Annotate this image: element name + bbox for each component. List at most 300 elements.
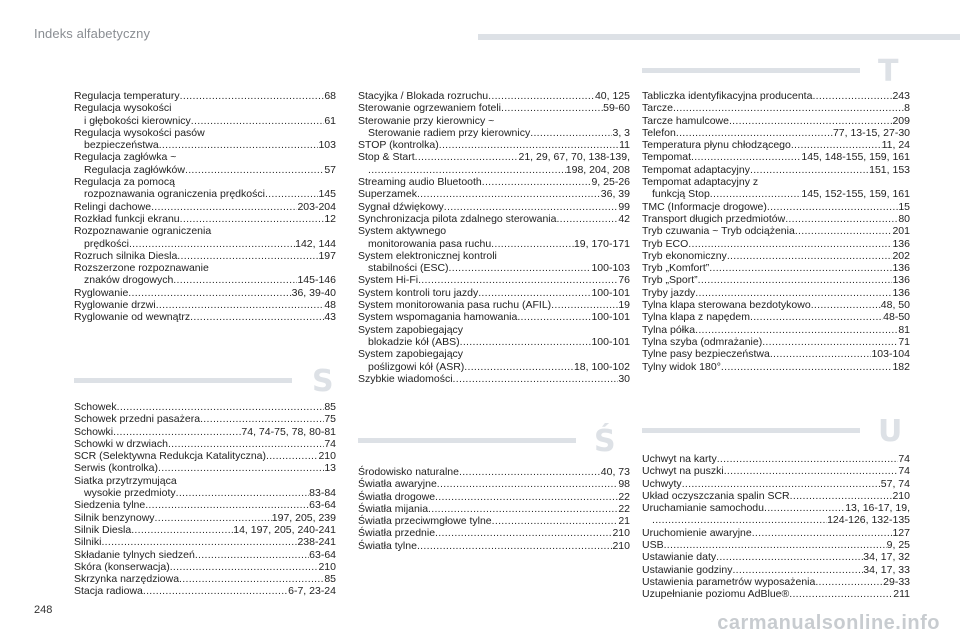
leader-dots xyxy=(478,287,591,299)
index-entry-line xyxy=(642,361,910,373)
index-entry xyxy=(358,466,630,478)
index-entry-line xyxy=(642,502,910,514)
leader-dots xyxy=(488,90,595,102)
page-reference: 182 xyxy=(892,360,910,373)
page-reference: 8 xyxy=(904,102,910,115)
page-reference: 145-146 xyxy=(297,274,336,287)
leader-dots xyxy=(190,311,324,323)
index-entry xyxy=(642,102,910,114)
leader-dots xyxy=(762,336,898,348)
index-entry-heading: System elektronicznej kontroli xyxy=(358,249,497,262)
leader-dots xyxy=(551,299,618,311)
page-reference: 211 xyxy=(893,588,910,601)
leader-dots xyxy=(417,540,613,552)
leader-dots xyxy=(530,127,612,139)
leader-dots xyxy=(795,225,893,237)
page-reference: 48-50 xyxy=(883,311,910,324)
index-entry xyxy=(642,274,910,286)
index-entry xyxy=(642,287,910,299)
index-entry-line xyxy=(642,115,910,127)
index-term: Światła mijania xyxy=(358,502,429,515)
index-entry-line xyxy=(74,213,336,225)
index-term: Tryb czuwania ~ Tryb odciążenia xyxy=(642,225,795,238)
index-term: funkcją Stop xyxy=(652,188,710,201)
index-entry xyxy=(358,299,630,311)
index-entry xyxy=(642,115,910,127)
index-entry xyxy=(642,336,910,348)
index-entry xyxy=(74,524,336,536)
leader-dots xyxy=(491,238,574,250)
index-entry xyxy=(642,213,910,225)
index-entry-line xyxy=(642,588,910,600)
leader-dots xyxy=(673,102,904,114)
index-term: System kontroli toru jazdy xyxy=(358,286,479,299)
leader-dots xyxy=(652,514,827,526)
leader-dots xyxy=(729,115,893,127)
index-term: Stacyjka / Blokada rozruchu xyxy=(358,90,489,102)
index-entry-line xyxy=(642,151,910,163)
index-term: Światła tylne xyxy=(358,539,417,552)
index-term: Silnik benzynowy xyxy=(74,511,155,524)
index-term: Uchwyty xyxy=(642,477,682,490)
leader-dots xyxy=(790,490,893,502)
page-reference: 198, 204, 208 xyxy=(565,163,630,176)
index-entry-line xyxy=(74,573,336,585)
index-term: monitorowania pasa ruchu xyxy=(368,237,492,250)
leader-dots xyxy=(415,151,519,163)
header-bar xyxy=(478,34,960,40)
index-entry xyxy=(642,262,910,274)
page-reference: 103 xyxy=(318,139,336,152)
page-reference: 201 xyxy=(892,225,910,238)
leader-dots xyxy=(492,515,619,527)
index-entry-line xyxy=(642,348,910,360)
page-reference: 13, 16-17, 19, xyxy=(845,502,910,515)
index-entry-line xyxy=(358,287,630,299)
index-entry-line xyxy=(642,188,910,200)
index-term: Skóra (konserwacja) xyxy=(74,560,170,573)
index-entry-line xyxy=(642,311,910,323)
leader-dots xyxy=(724,465,899,477)
index-entry xyxy=(358,250,630,275)
index-term: Tryby jazdy xyxy=(642,286,696,299)
index-entry xyxy=(74,201,336,213)
page-reference: 40, 73 xyxy=(600,466,630,478)
leader-dots xyxy=(176,487,310,499)
index-entry xyxy=(642,127,910,139)
leader-dots xyxy=(815,576,883,588)
page-reference: 42 xyxy=(618,212,630,225)
index-entry-line xyxy=(358,491,630,503)
page-reference: 136 xyxy=(892,237,910,250)
leader-dots xyxy=(145,499,309,511)
index-term: System monitorowania pasa ruchu (AFIL) xyxy=(358,299,552,312)
page-reference: 34, 17, 33 xyxy=(863,563,910,576)
index-entry xyxy=(642,348,910,360)
index-term: Regulacja zagłówków xyxy=(84,163,185,176)
index-entry-line xyxy=(358,201,630,213)
index-entry-line xyxy=(74,238,336,250)
index-entry-line xyxy=(642,336,910,348)
index-entry xyxy=(642,490,910,502)
leader-dots xyxy=(732,564,863,576)
leader-dots xyxy=(179,573,324,585)
index-term: Silnik Diesla xyxy=(74,523,132,536)
index-entry xyxy=(642,164,910,176)
index-entry xyxy=(642,324,910,336)
section-header-t xyxy=(642,54,910,89)
section-divider xyxy=(358,438,576,443)
index-entry-heading: Regulacja wysokości xyxy=(74,102,172,115)
page-header-title: Indeks alfabetyczny xyxy=(34,26,151,41)
index-entry xyxy=(642,539,910,551)
page-reference: 202 xyxy=(892,249,910,262)
index-term: Silniki xyxy=(74,536,102,549)
section-header-u xyxy=(642,414,910,449)
leader-dots xyxy=(143,585,288,597)
index-entry-line xyxy=(358,213,630,225)
index-entry xyxy=(74,225,336,250)
index-term: USB xyxy=(642,539,664,552)
index-entry xyxy=(74,438,336,450)
index-entry xyxy=(358,311,630,323)
index-entry xyxy=(74,176,336,201)
index-term: Uruchamianie samochodu xyxy=(642,502,764,515)
index-term: Tryb „Sport” xyxy=(642,274,698,287)
index-entry xyxy=(74,512,336,524)
index-entry xyxy=(358,287,630,299)
index-entry-heading: Rozszerzone rozpoznawanie xyxy=(74,262,209,275)
page-reference: 98 xyxy=(618,478,630,491)
index-term: TMC (Informacje drogowe) xyxy=(642,200,767,213)
leader-dots xyxy=(811,299,881,311)
page-reference: 136 xyxy=(892,274,910,287)
index-entry-line xyxy=(74,250,336,262)
column-2-s-acute xyxy=(358,466,630,552)
index-term: Ustawienia parametrów wyposażenia xyxy=(642,575,816,588)
index-entry-line xyxy=(74,401,336,413)
leader-dots xyxy=(459,466,601,478)
index-entry xyxy=(358,478,630,490)
index-entry-line xyxy=(642,250,910,262)
leader-dots xyxy=(791,139,882,151)
index-term: STOP (kontrolka) xyxy=(358,139,439,152)
index-entry xyxy=(642,527,910,539)
index-term: SCR (Selektywna Redukcja Katalityczna) xyxy=(74,450,266,463)
index-entry-line xyxy=(74,549,336,561)
page-reference: 12 xyxy=(324,212,336,225)
index-term: Ustawianie godziny xyxy=(642,563,733,576)
index-entry-line xyxy=(358,164,630,176)
leader-dots xyxy=(444,201,619,213)
leader-dots xyxy=(716,551,863,563)
index-term: Światła przeciwmgłowe tylne xyxy=(358,515,492,528)
index-entry-line xyxy=(642,514,910,526)
index-term: Rozruch silnika Diesla xyxy=(74,249,178,262)
index-term: Telefon xyxy=(642,126,676,139)
index-term: Uruchomienie awaryjne xyxy=(642,526,752,539)
index-term: Układ oczyszczania spalin SCR xyxy=(642,489,790,502)
leader-dots xyxy=(131,524,233,536)
index-entry-heading: System zapobiegający xyxy=(358,323,464,336)
index-entry-line xyxy=(74,413,336,425)
index-entry-line xyxy=(358,527,630,539)
index-entry xyxy=(642,299,910,311)
index-entry xyxy=(642,250,910,262)
index-entry xyxy=(358,213,630,225)
index-entry xyxy=(642,551,910,563)
index-entry-line xyxy=(358,540,630,552)
index-entry xyxy=(642,588,910,600)
index-term: Szybkie wiadomości xyxy=(358,372,453,385)
index-entry-line xyxy=(642,164,910,176)
leader-dots xyxy=(752,527,893,539)
index-entry xyxy=(74,90,336,102)
leader-dots xyxy=(113,426,241,438)
index-term: Tryb „Komfort” xyxy=(642,262,710,275)
index-entry xyxy=(358,324,630,349)
page-reference: 48 xyxy=(324,299,336,312)
leader-dots xyxy=(750,311,883,323)
page-number: 248 xyxy=(34,604,53,616)
index-entry xyxy=(642,564,910,576)
section-header-s xyxy=(74,364,336,399)
section-divider xyxy=(642,428,860,433)
leader-dots xyxy=(168,438,324,450)
index-entry-line xyxy=(642,139,910,151)
index-term: System Hi-Fi xyxy=(358,274,419,287)
page-reference: 6-7, 23-24 xyxy=(288,585,336,598)
index-entry-line xyxy=(642,225,910,237)
page-reference: 100-101 xyxy=(591,335,630,348)
page-reference: 76 xyxy=(618,274,630,287)
page-reference: 36, 39 xyxy=(600,188,630,201)
index-entry-line xyxy=(642,551,910,563)
index-entry xyxy=(642,361,910,373)
index-entry-line xyxy=(642,527,910,539)
index-term: Siedzenia tylne xyxy=(74,499,146,512)
page-reference: 243 xyxy=(892,90,910,102)
index-term: Skrzynka narzędziowa xyxy=(74,573,180,586)
index-entry xyxy=(358,102,630,114)
index-term: Ryglowanie od wewnątrz xyxy=(74,311,191,324)
page-reference: 40, 125 xyxy=(594,90,630,102)
index-entry-line xyxy=(74,426,336,438)
index-list-u xyxy=(642,453,910,601)
page-reference: 136 xyxy=(892,286,910,299)
index-entry-line xyxy=(74,139,336,151)
page-reference: 83-84 xyxy=(309,487,336,500)
leader-dots xyxy=(688,238,892,250)
leader-dots xyxy=(439,139,619,151)
leader-dots xyxy=(727,250,893,262)
index-entry xyxy=(642,453,910,465)
page-reference: 36, 39-40 xyxy=(291,286,336,299)
leader-dots xyxy=(158,462,324,474)
index-entry xyxy=(642,151,910,163)
index-entry xyxy=(358,491,630,503)
leader-dots xyxy=(428,503,618,515)
index-entry-heading: Siatka przytrzymująca xyxy=(74,474,177,487)
index-entry xyxy=(74,250,336,262)
watermark: carmanualsonline.info xyxy=(717,612,940,634)
index-entry-line xyxy=(358,311,630,323)
leader-dots xyxy=(695,324,898,336)
index-entry-line xyxy=(74,115,336,127)
index-entry xyxy=(642,576,910,588)
index-entry-line xyxy=(74,287,336,299)
index-entry-heading: Regulacja za pomocą xyxy=(74,176,175,189)
index-term: Schowek przedni pasażera xyxy=(74,413,201,426)
index-entry xyxy=(74,450,336,462)
index-entry xyxy=(74,311,336,323)
page-reference: 74, 74-75, 78, 80-81 xyxy=(241,425,336,438)
index-term: Tylna klapa z napędem xyxy=(642,311,750,324)
leader-dots xyxy=(435,527,612,539)
index-entry xyxy=(642,311,910,323)
page-reference: 21, 29, 67, 70, 138-139, xyxy=(518,151,630,164)
page-reference: 30 xyxy=(618,372,630,385)
leader-dots xyxy=(155,512,272,524)
index-entry-line xyxy=(74,462,336,474)
page-reference: 19, 170-171 xyxy=(573,237,630,250)
leader-dots xyxy=(785,213,898,225)
index-list-t xyxy=(642,90,910,373)
index-entry xyxy=(74,462,336,474)
index-list-s xyxy=(74,401,336,598)
index-entry xyxy=(358,176,630,188)
leader-dots xyxy=(101,536,297,548)
index-term: prędkości xyxy=(84,237,129,250)
page-reference: 136 xyxy=(892,262,910,275)
page-reference: 238-241 xyxy=(297,536,336,549)
index-term: Uzupełnianie poziomu AdBlue® xyxy=(642,588,790,601)
leader-dots xyxy=(695,287,892,299)
index-entry xyxy=(358,515,630,527)
leader-dots xyxy=(750,164,869,176)
index-entry-line xyxy=(642,127,910,139)
index-entry-line xyxy=(642,465,910,477)
page-reference: 74 xyxy=(898,465,910,478)
index-term: i głębokości kierownicy xyxy=(84,114,191,127)
index-entry-line xyxy=(642,324,910,336)
index-entry-line xyxy=(642,102,910,114)
index-entry-line xyxy=(358,299,630,311)
leader-dots xyxy=(501,102,603,114)
index-entry xyxy=(642,502,910,527)
index-entry xyxy=(74,585,336,597)
column-1 xyxy=(74,90,336,324)
index-entry xyxy=(74,561,336,573)
leader-dots xyxy=(200,413,324,425)
page-reference: 85 xyxy=(324,401,336,413)
index-entry-line xyxy=(358,188,630,200)
index-term: System wspomagania hamowania xyxy=(358,311,518,324)
index-entry xyxy=(358,139,630,151)
leader-dots xyxy=(710,188,802,200)
index-entry-line xyxy=(642,539,910,551)
page-reference: 210 xyxy=(612,539,630,552)
index-entry-line xyxy=(642,564,910,576)
page-reference: 77, 13-15, 27-30 xyxy=(832,126,910,139)
index-entry-line xyxy=(642,478,910,490)
index-term: Rozkład funkcji ekranu xyxy=(74,212,180,225)
leader-dots xyxy=(717,453,899,465)
page-reference: 197 xyxy=(318,249,336,262)
index-entry-line xyxy=(358,274,630,286)
index-entry xyxy=(642,90,910,102)
index-term: Synchronizacja pilota zdalnego sterowania xyxy=(358,212,557,225)
leader-dots xyxy=(180,213,325,225)
leader-dots xyxy=(789,588,893,600)
index-term: Sterowanie radiem przy kierownicy xyxy=(368,126,531,139)
page-reference: 210 xyxy=(318,560,336,573)
index-entry-line xyxy=(358,139,630,151)
index-entry xyxy=(74,475,336,500)
leader-dots xyxy=(151,201,297,213)
index-term: Stacja radiowa xyxy=(74,585,143,598)
index-entry xyxy=(358,373,630,385)
index-entry-line xyxy=(358,478,630,490)
page-reference: 103-104 xyxy=(871,348,910,361)
section-letter-t: T xyxy=(878,54,899,89)
index-term: Światła awaryjne xyxy=(358,478,437,491)
page-reference: 9, 25-26 xyxy=(591,176,630,189)
index-entry xyxy=(74,127,336,152)
index-entry xyxy=(74,413,336,425)
leader-dots xyxy=(180,90,325,102)
index-entry-line xyxy=(74,311,336,323)
page-reference: 203-204 xyxy=(297,200,336,213)
page-reference: 75 xyxy=(324,413,336,426)
index-term: Tarcze xyxy=(642,102,673,115)
page-reference: 197, 205, 239 xyxy=(271,511,336,524)
index-entry-line xyxy=(642,213,910,225)
index-term: Tylny widok 180° xyxy=(642,360,721,373)
leader-dots xyxy=(265,188,319,200)
page-reference: 48, 50 xyxy=(880,299,910,312)
index-entry-line xyxy=(358,361,630,373)
page-reference: 80 xyxy=(898,212,910,225)
leader-dots xyxy=(437,478,619,490)
index-entry-line xyxy=(74,561,336,573)
index-term: Tempomat xyxy=(642,151,692,164)
index-term: Tryb ECO xyxy=(642,237,689,250)
page-reference: 11, 24 xyxy=(881,139,910,152)
leader-dots xyxy=(156,299,325,311)
page-reference: 127 xyxy=(892,526,910,539)
index-term: Temperatura płynu chłodzącego xyxy=(642,139,791,152)
index-term: bezpieczeństwa xyxy=(84,139,159,152)
leader-dots xyxy=(435,491,618,503)
index-entry-line xyxy=(358,262,630,274)
index-entry-line xyxy=(642,262,910,274)
index-term: Ryglowanie drzwi xyxy=(74,299,156,312)
index-term: Światła drogowe xyxy=(358,490,436,503)
index-term: Sterowanie ogrzewaniem foteli xyxy=(358,102,501,115)
index-term: Tylna klapa sterowana bezdotykowo xyxy=(642,299,811,312)
page-reference: 11 xyxy=(619,139,630,152)
index-entry xyxy=(74,287,336,299)
page-reference: 210 xyxy=(892,489,910,502)
page-reference: 145 xyxy=(318,188,336,201)
leader-dots xyxy=(266,450,318,462)
section-divider xyxy=(642,68,860,73)
index-entry-line xyxy=(358,127,630,139)
column-1-s xyxy=(74,401,336,598)
index-entry xyxy=(358,527,630,539)
index-list-r xyxy=(74,90,336,324)
